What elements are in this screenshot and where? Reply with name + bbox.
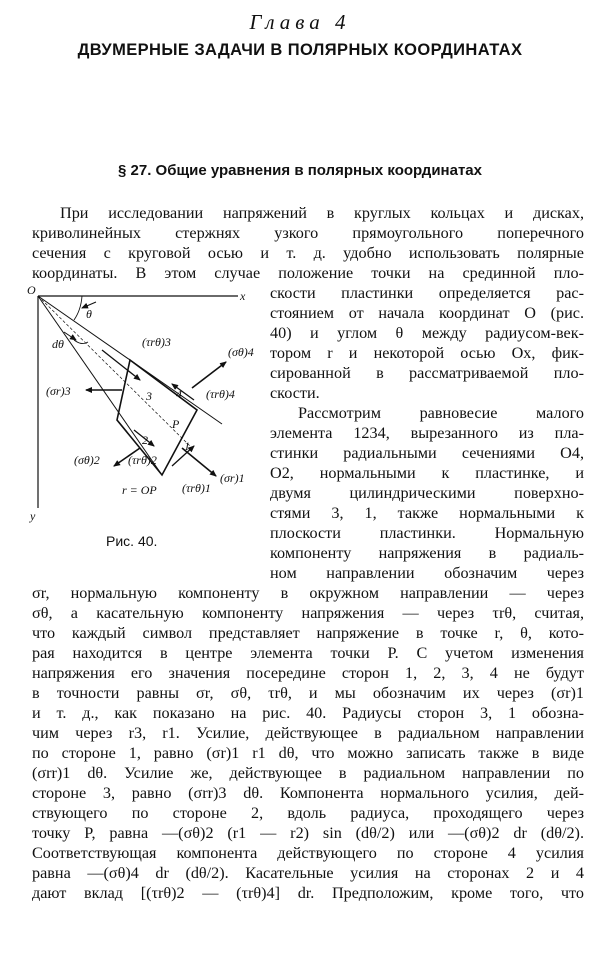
text-line: стями 3, 1, также нормальными к (270, 504, 584, 522)
label-sigma-r1: (σr)1 (220, 471, 245, 485)
text-line: скости. (270, 384, 320, 402)
text-line: чим через r3, r1. Усилие, действующее в радиальном направлении (32, 724, 584, 742)
text-line: по стороне 1, равно (σr)1 r1 dθ, что можно записать также в виде (32, 744, 584, 762)
text-line: σθ, а касательную компоненту напряжения — через τrθ, считая, (32, 604, 584, 622)
figure-40-diagram (22, 280, 270, 550)
text-line: сечения с круговой осью и т. д. удобно использовать полярные (32, 244, 584, 262)
label-side-4: 4 (176, 387, 182, 401)
text-line: дают вклад [(τrθ)2 — (τrθ)4] dr. Предположим, кроме того, что (32, 884, 584, 902)
figure-40 (22, 280, 270, 550)
label-side-3: 3 (146, 389, 152, 403)
label-tau-4: (τrθ)4 (206, 387, 235, 401)
label-origin: O (27, 283, 36, 297)
text-line: стороне 3, равно (σrr)3 dθ. Компонента нормального усилия, дей- (32, 784, 584, 802)
text-line: в точности равны σr, σθ, τrθ, и мы обозначим их через (σr)1 (32, 684, 584, 702)
text-line: и т. д., как показано на рис. 40. Радиусы сторон 3, 1 обозна- (32, 704, 584, 722)
figure-caption: Рис. 40. (106, 533, 158, 549)
text-line: ствующего по стороне 2, вдоль радиуса, проходящего через (32, 804, 584, 822)
text-line: рая находится в центре элемента точки P. С учетом изменения (32, 644, 584, 662)
text-line: плоскости пластинки. Нормальную (270, 524, 584, 542)
section-title: § 27. Общие уравнения в полярных координатах (118, 162, 482, 179)
text-line: координаты. В этом случае положение точки на срединной пло- (32, 264, 584, 282)
chapter-title: ДВУМЕРНЫЕ ЗАДАЧИ В ПОЛЯРНЫХ КООРДИНАТАХ (77, 41, 523, 59)
label-side-1: 1 (184, 439, 190, 453)
label-sigma-t2: (σθ)2 (74, 453, 100, 467)
label-dtheta: dθ (52, 337, 64, 351)
label-tau-2: (τrθ)2 (128, 453, 157, 467)
text-line: Соответствующая компонента действующего по стороне 4 усилия (32, 844, 584, 862)
arrow-tau-3 (102, 350, 140, 380)
label-r-eq: r = OP (122, 483, 157, 497)
arrow-sigma-t4 (192, 362, 226, 388)
text-line: двумя цилиндрическими поверхно- (270, 484, 584, 502)
label-x-axis: x (240, 289, 246, 303)
label-sigma-r3: (σr)3 (46, 384, 71, 398)
text-line: ном направлении обозначим через (270, 564, 584, 582)
text-line: тором r и некоторой осью Ox, фик- (270, 344, 584, 362)
label-p: P (172, 417, 180, 431)
text-line: O2, нормальными к пластинке, и (270, 464, 584, 482)
text-line: (σrr)1 dθ. Усилие же, действующее в радиальном направлении по (32, 764, 584, 782)
text-line: сированной в рассматриваемой пло- (270, 364, 584, 382)
label-tau-1: (τrθ)1 (182, 481, 211, 495)
text-line: Рассмотрим равновесие малого (298, 404, 584, 422)
text-line: При исследовании напряжений в круглых кольцах и дисках, (60, 204, 584, 222)
text-line: стинки радиальными сечениями O4, (270, 444, 584, 462)
label-y-axis: y (30, 509, 36, 523)
text-line: стоянием от начала координат O (рис. (270, 304, 584, 322)
text-line: 40) и углом θ между радиусом-век- (270, 324, 584, 342)
text-line: σr, нормальную компоненту в окружном направлении — через (32, 584, 584, 602)
radius-op (38, 296, 190, 446)
label-sigma-t4: (σθ)4 (228, 345, 254, 359)
text-line: равна —(σθ)4 dr (dθ/2). Касательные усилия на сторонах 2 и 4 (32, 864, 584, 882)
text-line: напряжения его значения посередине сторон 1, 2, 3, 4 не будут (32, 664, 584, 682)
chapter-label: Глава 4 (249, 10, 351, 34)
text-line: скости пластинки определяется рас- (270, 284, 584, 302)
label-tau-3: (τrθ)3 (142, 335, 171, 349)
dtheta-arc (74, 340, 88, 344)
text-line: точку P, равна —(σθ)2 (r1 — r2) sin (dθ/2) или —(σθ)2 dr (dθ/2). (32, 824, 584, 842)
text-line: компоненту напряжения в радиаль- (270, 544, 584, 562)
text-line: криволинейных стержнях узкого прямоугольного поперечного (32, 224, 584, 242)
theta-arc (74, 296, 82, 320)
label-side-2: 2 (142, 433, 148, 447)
label-theta: θ (86, 307, 92, 321)
text-line: что каждый символ представляет напряжение в точке r, θ, кото- (32, 624, 584, 642)
text-line: элемента 1234, вырезанного из пла- (270, 424, 584, 442)
